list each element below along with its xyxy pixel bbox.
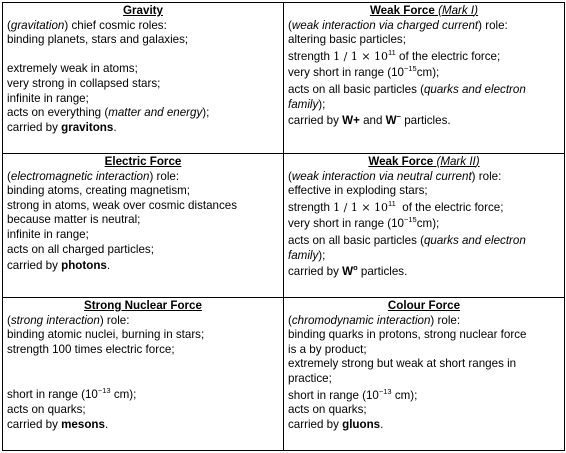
weak1-strength-formula: 1 / 1 × 10 (333, 49, 389, 63)
weak2-title-text: Weak Force (368, 155, 434, 168)
weak1-range-pre: very short in range (10 (288, 66, 404, 80)
table-row (3, 297, 565, 450)
colour-range (288, 386, 560, 404)
electric-line-3: because matter is neutral; (7, 213, 141, 227)
gravity-title: Gravity (123, 4, 163, 17)
colour-range-pre: short in range (10 (288, 388, 379, 402)
weak1-mark: Mark I (441, 4, 475, 17)
forces-table (2, 2, 565, 451)
weak2-carried-pre: carried by (288, 265, 343, 279)
gravity-line-4: infinite in range; (7, 91, 89, 105)
weak1-acts-pre: acts on all basic particles ( (288, 82, 424, 96)
weak1-acts (288, 83, 560, 112)
weak1-carrier-2 (386, 114, 401, 127)
weak1-carried (288, 114, 560, 129)
weak1-acts-em: quarks and electron family (288, 82, 526, 111)
strong-range-exp: −13 (97, 386, 111, 396)
electric-intro-rest: ) role: (149, 169, 180, 183)
weak2-carried (288, 265, 560, 280)
weak1-carrier-2-base: W (385, 114, 397, 128)
weak1-range (288, 66, 560, 81)
strong-cell (3, 297, 284, 450)
colour-line-4: practice; (288, 371, 332, 385)
weak2-acts (288, 234, 560, 263)
gravity-line-1: binding planets, stars and galaxies; (7, 33, 189, 47)
colour-carrier: gluons (342, 417, 381, 431)
gravity-line-5-pre: acts on everything ( (7, 106, 109, 120)
strong-intro: (strong interaction) role: (7, 313, 130, 327)
strong-intro-rest: ) role: (99, 313, 130, 327)
weak1-strength (288, 47, 560, 65)
weak2-carrier-base: W (342, 265, 354, 279)
weak2-strength-formula: 1 / 1 × 10 (333, 200, 389, 214)
weak1-intro: (weak interaction via charged current) role: (288, 18, 508, 32)
strong-range-pre: short in range (10 (7, 388, 98, 402)
weak2-acts-post: ); (318, 248, 326, 262)
gravity-carried-post: . (113, 120, 117, 134)
colour-range-exp: −13 (378, 386, 392, 396)
electric-line-5: acts on all charged particles; (7, 242, 154, 256)
colour-carried-pre: carried by (288, 417, 343, 431)
weak1-range-post: cm); (416, 66, 440, 80)
electric-intro-em: electromagnetic interaction (10, 169, 150, 183)
weak2-acts-pre: acts on all basic particles ( (288, 233, 424, 247)
weak2-strength (288, 198, 560, 216)
weak2-mark: Mark II (440, 155, 476, 168)
weak2-strength-exp: 11 (388, 198, 396, 208)
colour-carried (288, 418, 560, 433)
electric-carried-pre: carried by (7, 259, 62, 273)
gravity-intro-rest: chief cosmic roles: (68, 18, 167, 32)
gravity-line-5 (7, 106, 279, 121)
weak1-cell (284, 3, 565, 154)
colour-intro: (chromodynamic interaction) role: (288, 313, 461, 327)
electric-line-1: binding atoms, creating magnetism; (7, 184, 191, 198)
colour-line-2: is a by product; (288, 342, 367, 356)
gravity-line-5-post: ); (202, 106, 210, 120)
weak2-strength-pre: strength (288, 200, 334, 214)
weak1-range-exp: −15 (404, 64, 417, 74)
gravity-intro: (gravitation) chief cosmic roles: (7, 18, 167, 32)
colour-intro-rest: ) role: (430, 313, 461, 327)
weak1-carried-pre: carried by (288, 114, 343, 128)
gravity-line-2: extremely weak in atoms; (7, 62, 138, 76)
weak1-carried-mid: and (359, 114, 386, 128)
weak2-intro-rest: ) role: (471, 169, 502, 183)
gravity-line-5-em: matter and energy (108, 106, 203, 120)
gravity-carried (7, 121, 279, 136)
strong-intro-em: strong interaction (10, 313, 100, 327)
electric-line-4: infinite in range; (7, 227, 89, 241)
gravity-intro-paren: gravitation (10, 18, 65, 32)
electric-carried (7, 259, 279, 274)
strong-title: Strong Nuclear Force (84, 298, 202, 312)
weak1-intro-rest: role: (482, 18, 508, 32)
weak2-strength-post: of the electric force; (395, 200, 504, 214)
colour-carried-post: . (380, 417, 384, 431)
weak2-carrier (342, 265, 358, 278)
strong-range-post: cm); (110, 388, 137, 402)
weak1-strength-post: of the electric force; (395, 49, 501, 63)
strong-line-3: acts on quarks; (7, 402, 86, 416)
weak1-title-text: Weak Force (369, 4, 435, 17)
weak1-carrier-2-sup: − (396, 112, 401, 122)
weak1-carrier-1: W+ (342, 114, 360, 128)
strong-carried-pre: carried by (7, 417, 62, 431)
colour-range-post: cm); (391, 388, 418, 402)
weak2-line-1: effective in exploding stars; (288, 184, 428, 198)
weak2-cell (284, 154, 565, 298)
weak2-range (288, 217, 560, 232)
gravity-line-3: very strong in collapsed stars; (7, 76, 161, 90)
gravity-carrier: gravitons (61, 120, 114, 134)
electric-title: Electric Force (104, 155, 182, 168)
strong-carried-post: . (104, 417, 109, 431)
strong-range (7, 388, 279, 403)
colour-line-3: extremely strong but weak at short ranges in (288, 357, 517, 371)
weak2-intro-em: weak interaction via neutral current (291, 169, 472, 183)
colour-line-1: binding quarks in protons, strong nuclear force (288, 328, 527, 342)
weak2-carrier-sup: o (353, 263, 358, 273)
colour-title: Colour Force (387, 298, 461, 312)
weak2-title: Weak Force (Mark II) (368, 155, 480, 168)
strong-carried (7, 418, 279, 433)
colour-intro-em: chromodynamic interaction (291, 313, 431, 327)
colour-cell (284, 297, 565, 450)
gravity-cell (3, 3, 284, 154)
electric-cell (3, 154, 284, 298)
weak1-carried-post: particles. (400, 114, 451, 128)
weak2-range-post: cm); (416, 217, 440, 231)
weak2-range-exp: −15 (404, 215, 417, 225)
electric-carried-post: . (106, 259, 111, 273)
weak1-acts-post: ); (318, 97, 326, 111)
weak2-acts-em: quarks and electron family (288, 233, 526, 262)
electric-carrier: photons (61, 259, 107, 273)
electric-line-2: strong in atoms, weak over cosmic distances (7, 198, 238, 212)
table-row (3, 3, 565, 154)
weak1-intro-em: weak interaction via charged current (291, 18, 479, 32)
weak2-intro: (weak interaction via neutral current) role: (288, 169, 502, 183)
gravity-carried-pre: carried by (7, 120, 62, 134)
strong-carrier: mesons (61, 417, 105, 431)
weak2-carried-post: particles. (357, 265, 408, 279)
colour-line-5: acts on quarks; (288, 403, 367, 417)
weak2-range-pre: very short in range (10 (288, 217, 404, 231)
strong-line-1: binding atomic nuclei, burning in stars; (7, 328, 205, 342)
weak1-title: Weak Force (Mark I) (369, 4, 479, 17)
table-row (3, 154, 565, 298)
weak1-strength-pre: strength (288, 49, 334, 63)
electric-intro: (electromagnetic interaction) role: (7, 169, 180, 183)
weak1-line-1: altering basic particles; (288, 33, 406, 47)
weak1-strength-exp: 11 (388, 47, 396, 57)
strong-line-2: strength 100 times electric force; (7, 342, 175, 356)
